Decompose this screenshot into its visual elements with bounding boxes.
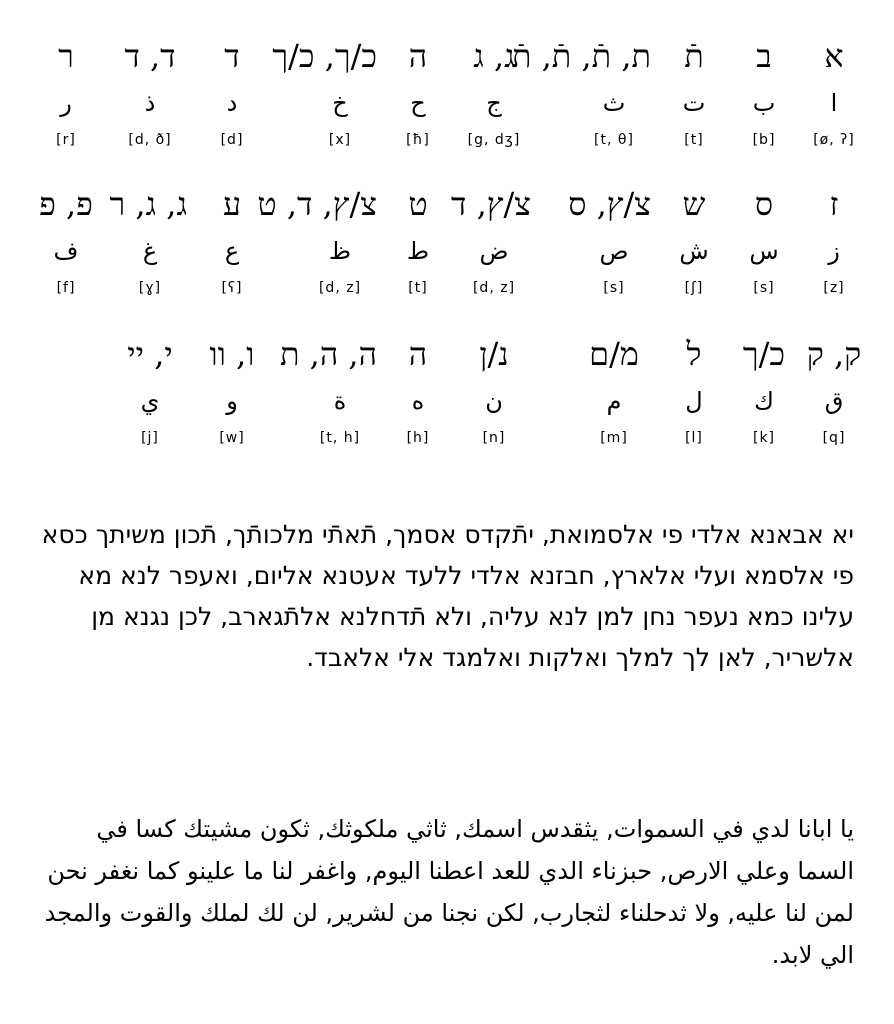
arabic-letter: ش xyxy=(679,237,709,265)
arabic-letter: خ xyxy=(332,89,348,117)
arabic-letter: ط xyxy=(406,237,430,265)
letter-cell xyxy=(457,330,531,452)
arabic-letter: غ xyxy=(142,237,158,265)
letter-cell xyxy=(381,330,455,452)
hebrew-letter: כ/ך, כ/ך xyxy=(272,37,377,75)
arabic-letter: ر xyxy=(60,89,72,117)
ipa-transcription: [j] xyxy=(141,430,159,446)
arabic-letter: ن xyxy=(485,387,503,415)
hebrew-letter: מ/ם xyxy=(589,335,639,373)
hebrew-letter: פ, פ xyxy=(39,185,93,223)
arabic-letter: ع xyxy=(224,237,240,265)
ipa-transcription: [ħ] xyxy=(406,132,430,148)
arabic-letter: ز xyxy=(828,237,840,265)
ipa-transcription: [l] xyxy=(685,430,703,446)
hebrew-letter: י, יי xyxy=(127,335,173,373)
letter-cell xyxy=(797,32,871,154)
letter-cell xyxy=(727,330,801,452)
ipa-transcription: [s] xyxy=(603,280,625,296)
arabic-letter: ض xyxy=(479,237,509,265)
arabic-letter: ج xyxy=(486,89,502,117)
letter-cell xyxy=(657,180,731,302)
letter-cell xyxy=(113,330,187,452)
hebrew-letter: ל xyxy=(686,335,702,373)
hebrew-letter: ג, ג xyxy=(473,37,515,75)
ipa-transcription: [t] xyxy=(408,280,428,296)
ipa-transcription: [r] xyxy=(56,132,76,148)
letter-cell xyxy=(727,32,801,154)
letter-cell xyxy=(727,180,801,302)
hebrew-letter: ס xyxy=(754,185,774,223)
ipa-transcription: [d, z] xyxy=(318,280,362,296)
letter-cell xyxy=(511,32,651,154)
ipa-transcription: [z] xyxy=(823,280,845,296)
hebrew-letter: צ/ץ, ד, ט xyxy=(257,185,377,223)
hebrew-letter: ש xyxy=(682,185,706,223)
ipa-transcription: [t, θ] xyxy=(594,132,634,148)
arabic-letter: ح xyxy=(410,89,426,117)
ipa-transcription: [f] xyxy=(56,280,76,296)
letter-cell xyxy=(195,180,269,302)
arabic-letter: ظ xyxy=(328,237,352,265)
letter-cell xyxy=(657,32,731,154)
hebrew-letter: ר xyxy=(58,37,74,75)
hebrew-letter: ד xyxy=(224,37,240,75)
arabic-letter: و xyxy=(226,387,238,415)
hebrew-letter: ק, ק xyxy=(806,335,862,373)
alphabet-chart xyxy=(0,0,894,500)
letter-cell xyxy=(577,330,651,452)
ipa-transcription: [t, h] xyxy=(319,430,361,446)
arabic-letter: ل xyxy=(685,387,703,415)
ipa-transcription: [ø, ʔ] xyxy=(813,132,855,148)
arabic-letter: ث xyxy=(602,89,626,117)
arabic-letter: م xyxy=(606,387,622,415)
hebrew-letter: נ/ן xyxy=(479,335,509,373)
hebrew-letter: תֿ xyxy=(684,37,704,75)
ipa-transcription: [m] xyxy=(600,430,628,446)
ipa-transcription: [t] xyxy=(684,132,704,148)
hebrew-letter: ה, ה, ת xyxy=(279,335,377,373)
ipa-transcription: [h] xyxy=(406,430,430,446)
letter-cell xyxy=(381,180,455,302)
alphabet-row-3 xyxy=(0,330,894,480)
letter-cell xyxy=(568,180,651,302)
arabic-letter: ذ xyxy=(144,89,156,117)
ipa-transcription: [w] xyxy=(219,430,245,446)
letter-cell xyxy=(279,330,377,452)
ipa-transcription: [d, ð] xyxy=(128,132,172,148)
hebrew-letter: א xyxy=(824,37,844,75)
hebrew-script-text: יא אבאנא אלדי פי אלסמואת, יתֿקדס אסמך, תֿאתֿי מלכותֿך, תֿכון משיתך כסא פי אלסמא ועלי אלארץ, חבזנא אלדי ללעד אעטנא אליום, ואעפר לנא מא עלינו כמא נעפר נחן למן לנא עליה, ולא תֿדחלנא אלתֿגארב, לכן נגנא מן אלשריר, לאן לך למלך ואלקות ואלמגד אלי אלאבד. xyxy=(41,520,854,672)
arabic-letter: ه xyxy=(411,387,425,415)
letter-cell xyxy=(29,180,103,302)
ipa-transcription: [s] xyxy=(753,280,775,296)
letter-cell xyxy=(195,330,269,452)
hebrew-letter: ג, ג, ר xyxy=(109,185,187,223)
ipa-transcription: [ʕ] xyxy=(221,280,243,296)
arabic-letter: ب xyxy=(752,89,776,117)
arabic-letter: ا xyxy=(830,89,838,117)
letter-cell xyxy=(272,32,377,154)
arabic-letter: ة xyxy=(333,387,347,415)
hebrew-letter: ת, תֿ, תֿ, תֿ xyxy=(511,37,651,75)
hebrew-letter: ה xyxy=(408,335,428,373)
arabic-letter: ت xyxy=(682,89,706,117)
alphabet-row-2 xyxy=(0,180,894,330)
letter-cell xyxy=(451,180,531,302)
letter-cell xyxy=(109,180,187,302)
hebrew-letter: ה xyxy=(408,37,428,75)
letter-cell xyxy=(797,330,871,452)
hebrew-letter: ע xyxy=(222,185,242,223)
arabic-letter: ص xyxy=(599,237,629,265)
arabic-letter: س xyxy=(749,237,779,265)
arabic-letter: ي xyxy=(140,387,160,415)
letter-cell xyxy=(797,180,871,302)
arabic-letter: ك xyxy=(754,387,774,415)
ipa-transcription: [d] xyxy=(220,132,244,148)
alphabet-row-1 xyxy=(0,32,894,182)
hebrew-letter: צ/ץ, ד xyxy=(451,185,531,223)
letter-cell xyxy=(457,32,531,154)
ipa-transcription: [d, z] xyxy=(472,280,516,296)
letter-cell xyxy=(195,32,269,154)
hebrew-letter: ט xyxy=(408,185,428,223)
hebrew-letter: ב xyxy=(756,37,772,75)
hebrew-letter: כ/ך xyxy=(742,335,786,373)
arabic-letter: ف xyxy=(53,237,79,265)
arabic-letter: د xyxy=(226,89,238,117)
letter-cell xyxy=(657,330,731,452)
hebrew-letter: ו, וו xyxy=(209,335,255,373)
ipa-transcription: [k] xyxy=(752,430,776,446)
arabic-letter: ق xyxy=(824,387,844,415)
ipa-transcription: [g, dʒ] xyxy=(467,132,521,148)
hebrew-letter: ז xyxy=(829,185,839,223)
ipa-transcription: [b] xyxy=(752,132,776,148)
ipa-transcription: [x] xyxy=(328,132,352,148)
letter-cell xyxy=(381,32,455,154)
ipa-transcription: [ɣ] xyxy=(138,280,162,296)
ipa-transcription: [q] xyxy=(822,430,846,446)
letter-cell xyxy=(113,32,187,154)
arabic-script-text: يا ابانا لدي في السموات, يثقدس اسمك, ثاثي ملكوثك, ثكون مشيتك كسا في السما وعلي الارص, حبزناء الدي للعد اعطنا اليوم, واغفر لنا ما علينو كما نغفر نحن لمن لنا عليه, ولا ثدحلناء لثجارب, لكن نجنا من لشرير, لن لك لملك والقوت والمجد الي لابد. xyxy=(44,815,854,969)
ipa-transcription: [ʃ] xyxy=(684,280,704,296)
hebrew-letter: צ/ץ, ס xyxy=(568,185,651,223)
ipa-transcription: [n] xyxy=(482,430,506,446)
hebrew-letter: ד, ד xyxy=(124,37,176,75)
letter-cell xyxy=(29,32,103,154)
letter-cell xyxy=(257,180,377,302)
